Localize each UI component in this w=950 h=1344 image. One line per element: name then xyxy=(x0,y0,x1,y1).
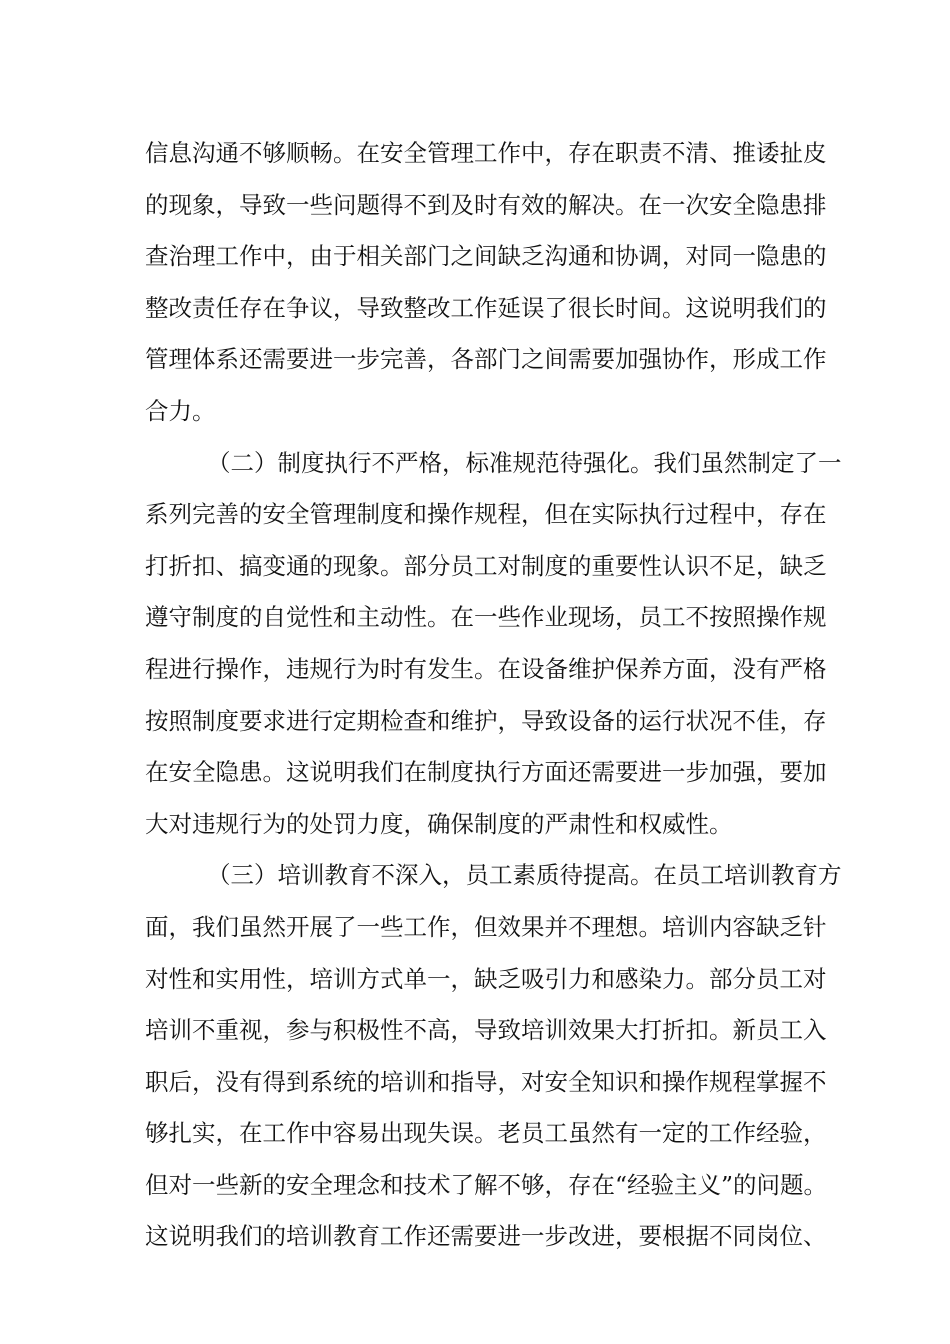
document-body xyxy=(145,128,842,1263)
paragraph-1 xyxy=(145,128,827,438)
paragraph-line: （三）培训教育不深入，员工素质待提高。在员工培训教育方 xyxy=(207,861,842,890)
paragraph-line: 程进行操作，违规行为时有发生。在设备维护保养方面，没有严格 xyxy=(145,654,827,683)
paragraph-line: 但对一些新的安全理念和技术了解不够，存在“经验主义”的问题。 xyxy=(145,1170,828,1199)
paragraph-line: 在安全隐患。这说明我们在制度执行方面还需要进一步加强，要加 xyxy=(145,758,827,787)
paragraph-line: （二）制度执行不严格，标准规范待强化。我们虽然制定了一 xyxy=(207,448,842,477)
paragraph-3 xyxy=(145,850,842,1263)
paragraph-line: 信息沟通不够顺畅。在安全管理工作中，存在职责不清、推诿扯皮 xyxy=(145,139,827,167)
paragraph-line: 对性和实用性，培训方式单一，缺乏吸引力和感染力。部分员工对 xyxy=(145,964,827,993)
paragraph-line: 够扎实，在工作中容易出现失误。老员工虽然有一定的工作经验， xyxy=(145,1119,827,1148)
paragraph-line: 管理体系还需要进一步完善，各部门之间需要加强协作，形成工作 xyxy=(145,345,827,374)
paragraph-line: 的现象，导致一些问题得不到及时有效的解决。在一次安全隐患排 xyxy=(145,190,827,219)
paragraph-line: 遵守制度的自觉性和主动性。在一些作业现场，员工不按照操作规 xyxy=(145,603,827,632)
paragraph-line: 职后，没有得到系统的培训和指导，对安全知识和操作规程掌握不 xyxy=(145,1067,827,1096)
paragraph-2 xyxy=(145,438,842,851)
paragraph-line: 培训不重视，参与积极性不高，导致培训效果大打折扣。新员工入 xyxy=(145,1016,827,1045)
paragraph-line: 打折扣、搞变通的现象。部分员工对制度的重要性认识不足，缺乏 xyxy=(145,551,827,580)
paragraph-line: 系列完善的安全管理制度和操作规程，但在实际执行过程中，存在 xyxy=(145,500,827,529)
paragraph-line: 面，我们虽然开展了一些工作，但效果并不理想。培训内容缺乏针 xyxy=(145,912,827,941)
paragraph-line: 按照制度要求进行定期检查和维护，导致设备的运行状况不佳，存 xyxy=(145,706,827,735)
paragraph-line: 合力。 xyxy=(145,396,216,425)
paragraph-line: 大对违规行为的处罚力度，确保制度的严肃性和权威性。 xyxy=(145,809,733,838)
paragraph-line: 这说明我们的培训教育工作还需要进一步改进，要根据不同岗位、 xyxy=(145,1222,827,1251)
paragraph-line: 整改责任存在争议，导致整改工作延误了很长时间。这说明我们的 xyxy=(145,293,827,322)
paragraph-line: 查治理工作中，由于相关部门之间缺乏沟通和协调，对同一隐患的 xyxy=(145,242,827,271)
